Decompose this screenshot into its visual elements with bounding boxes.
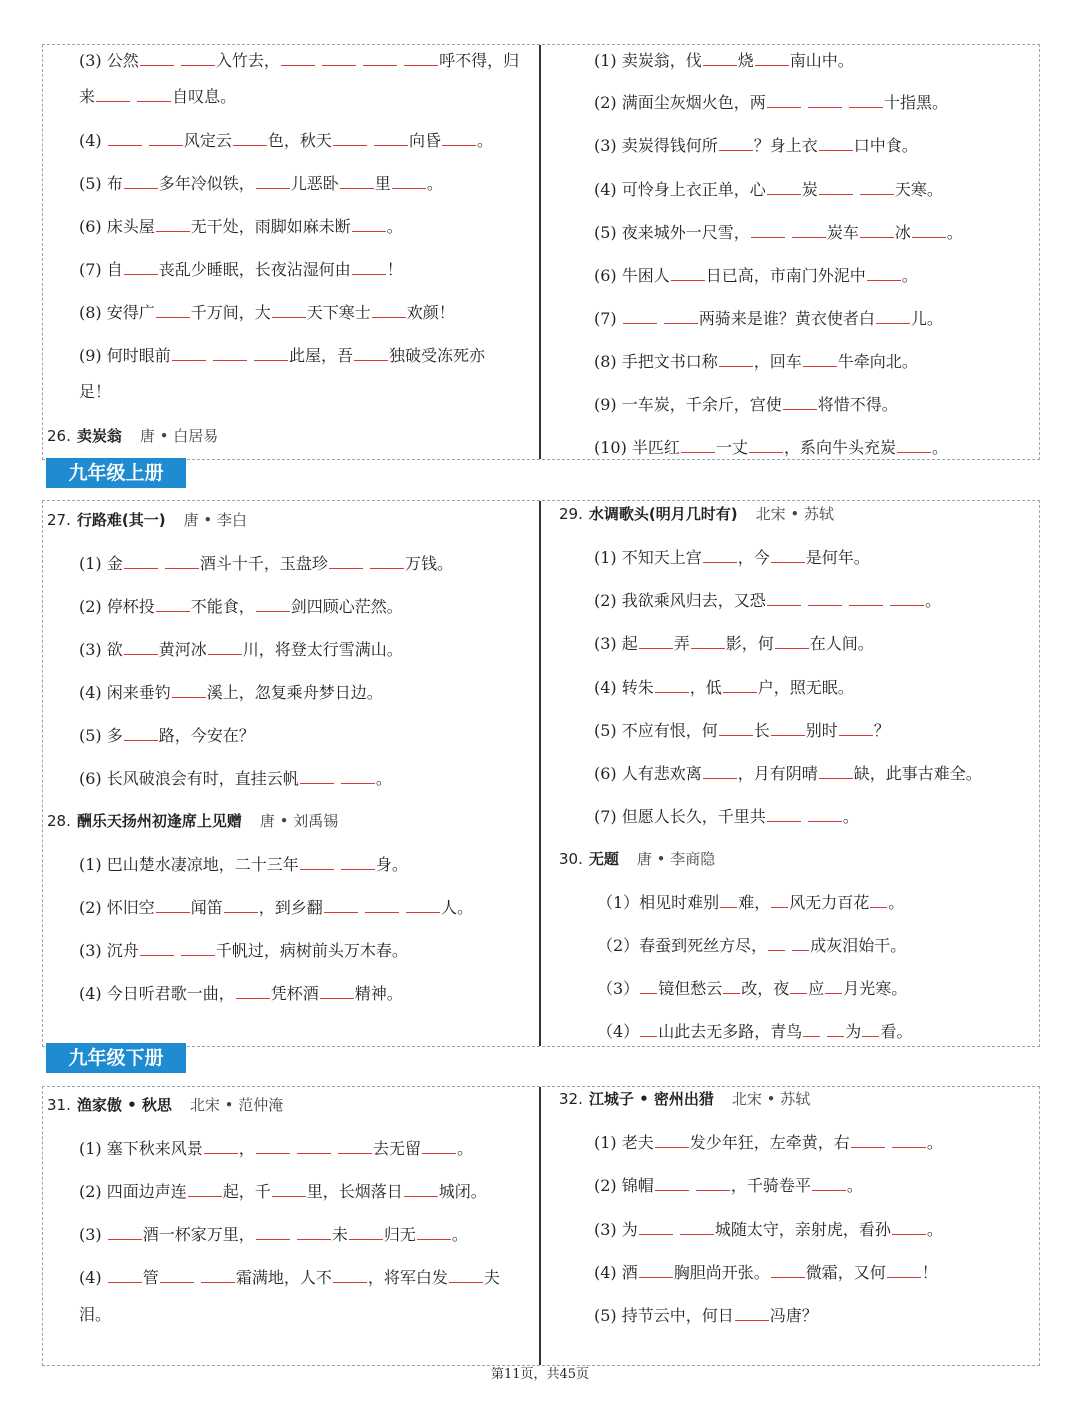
fill-blank[interactable]	[767, 589, 801, 606]
fill-blank[interactable]	[372, 301, 406, 318]
blank-line: (2) 锦帽 ，千骑卷平 。	[594, 1176, 863, 1195]
fill-blank[interactable]	[892, 1131, 926, 1148]
fill-blank[interactable]	[297, 1137, 331, 1154]
fill-blank[interactable]	[224, 896, 258, 913]
fill-blank[interactable]	[849, 91, 883, 108]
fill-blank[interactable]	[156, 595, 190, 612]
blank-line: (2) 四面边声连 起，千 里，长烟落日 城闭。	[79, 1182, 487, 1201]
fill-blank[interactable]	[124, 724, 158, 741]
fill-blank[interactable]	[156, 896, 190, 913]
left-column	[43, 45, 539, 459]
poem-author: 唐 • 李白	[183, 511, 247, 529]
fill-blank[interactable]	[671, 264, 705, 281]
blank-line: (2) 满面尘灰烟火色，两 十指黑。	[594, 93, 948, 112]
section-ninth-grade-lower	[42, 1086, 1040, 1366]
blank-line: (3) 欲 黄河冰 川，将登太行雪满山。	[79, 640, 403, 659]
poem-number: 32.	[559, 1090, 583, 1108]
fill-blank[interactable]	[768, 934, 785, 951]
fill-blank[interactable]	[108, 1223, 142, 1240]
fill-blank[interactable]	[256, 1137, 290, 1154]
fill-blank[interactable]	[349, 1223, 383, 1240]
fill-blank[interactable]	[442, 129, 476, 146]
blank-line: (4) 闲来垂钓 溪上，忽复乘舟梦日边。	[79, 683, 383, 702]
fill-blank[interactable]	[417, 1223, 451, 1240]
poem-author: 唐 • 刘禹锡	[259, 812, 339, 830]
blank-line: (3) 公然 入竹去， 呼不得，归	[79, 51, 520, 70]
left-column	[43, 501, 539, 1046]
fill-blank[interactable]	[767, 178, 801, 195]
fill-blank[interactable]	[449, 1266, 483, 1283]
blank-line: (4) 可怜身上衣正单，心 炭 天寒。	[594, 180, 943, 199]
fill-blank[interactable]	[201, 1266, 235, 1283]
poem-author: 北宋 • 苏轼	[755, 505, 834, 523]
blank-line: (5) 多 路，今安在？	[79, 726, 255, 745]
blank-line: (9) 何时眼前 此屋，吾 独破受冻死亦	[79, 346, 485, 365]
poem-title: 酬乐天扬州初逢席上见赠	[76, 812, 242, 830]
poem-author: 唐 • 白居易	[139, 427, 219, 445]
fill-blank[interactable]	[300, 853, 334, 870]
fill-blank[interactable]	[324, 896, 358, 913]
fill-blank[interactable]	[365, 896, 399, 913]
blank-line: (7) 自 丧乱少睡眠，长夜沾湿何由 ！	[79, 260, 403, 279]
fill-blank[interactable]	[691, 632, 725, 649]
poem-title: 渔家傲 • 秋思	[76, 1096, 172, 1114]
blank-line: (6) 长风破浪会有时，直挂云帆 。	[79, 769, 392, 788]
fill-blank[interactable]	[124, 172, 158, 189]
fill-blank[interactable]	[655, 1131, 689, 1148]
left-column	[43, 1087, 539, 1365]
fill-blank[interactable]	[680, 1218, 714, 1235]
blank-line: (5) 布 多年冷似铁， 儿恶卧 里 。	[79, 174, 443, 193]
poem-heading-30	[559, 848, 715, 870]
fill-blank[interactable]	[338, 1137, 372, 1154]
fill-blank[interactable]	[790, 977, 807, 994]
poem-title: 行路难(其一)	[76, 511, 166, 529]
fill-blank[interactable]	[352, 258, 386, 275]
fill-blank[interactable]	[256, 172, 290, 189]
fill-blank[interactable]	[803, 350, 837, 367]
fill-blank[interactable]	[623, 307, 657, 324]
blank-line: (1) 金 酒斗十千，玉盘珍 万钱。	[79, 554, 453, 573]
fill-blank[interactable]	[912, 221, 946, 238]
blank-line: (1) 塞下秋来风景 ， 去无留 。	[79, 1139, 473, 1158]
fill-blank[interactable]	[819, 762, 853, 779]
fill-blank[interactable]	[640, 1020, 657, 1037]
fill-blank[interactable]	[696, 1174, 730, 1191]
fill-blank[interactable]	[272, 301, 306, 318]
blank-line: (3) 卖炭得钱何所 ？身上衣 口中食。	[594, 136, 918, 155]
blank-line: (4) 转朱 ，低 户，照无眠。	[594, 678, 854, 697]
blank-line: (8) 安得广 千万间，大 天下寒士 欢颜！	[79, 303, 455, 322]
fill-blank[interactable]	[181, 939, 215, 956]
fill-blank[interactable]	[862, 1020, 879, 1037]
fill-blank[interactable]	[236, 982, 270, 999]
fill-blank[interactable]	[352, 215, 386, 232]
poem-title: 水调歌头(明月几时有)	[588, 505, 738, 523]
fill-blank[interactable]	[156, 215, 190, 232]
fill-blank[interactable]	[639, 1218, 673, 1235]
right-column	[539, 1087, 1039, 1365]
fill-blank[interactable]	[108, 129, 142, 146]
fill-blank[interactable]	[124, 552, 158, 569]
fill-blank[interactable]	[639, 1261, 673, 1278]
blank-line: (2) 怀旧空 闻笛 ，到乡翻 人。	[79, 898, 473, 917]
fill-blank[interactable]	[719, 719, 753, 736]
poem-heading-29	[559, 503, 834, 525]
fill-blank[interactable]	[140, 49, 174, 66]
fill-blank[interactable]	[860, 178, 894, 195]
poem-heading-32	[559, 1088, 810, 1110]
page-number: 第11页，共45页	[490, 1367, 590, 1382]
blank-line: 泪。	[79, 1305, 112, 1324]
blank-line: (5) 夜来城外一尺雪， 炭车 冰 。	[594, 223, 963, 242]
fill-blank[interactable]	[639, 632, 673, 649]
blank-line: (6) 人有悲欢离 ，月有阴晴 缺，此事古难全。	[594, 764, 982, 783]
blank-line: (4) 管 霜满地，人不 ，将军白发 夫	[79, 1268, 500, 1287]
fill-blank[interactable]	[887, 1261, 921, 1278]
blank-line: (1) 卖炭翁，伐 烧 南山中。	[594, 51, 854, 70]
blank-line: (10) 半匹红 一丈 ，系向牛头充炭 。	[594, 438, 948, 457]
poem-number: 26.	[47, 427, 71, 445]
poem-heading-27	[47, 509, 247, 531]
fill-blank[interactable]	[719, 350, 753, 367]
fill-blank[interactable]	[188, 1180, 222, 1197]
blank-line: (1) 不知天上宫 ，今 是何年。	[594, 548, 870, 567]
blank-line: (4) 今日听君歌一曲， 凭杯酒 精神。	[79, 984, 403, 1003]
fill-blank[interactable]	[719, 134, 753, 151]
fill-blank[interactable]	[329, 552, 363, 569]
poem-number: 28.	[47, 812, 71, 830]
fill-blank[interactable]	[664, 307, 698, 324]
blank-line: (3) 起 弄 影，何 在人间。	[594, 634, 874, 653]
fill-blank[interactable]	[723, 977, 740, 994]
fill-blank[interactable]	[771, 891, 788, 908]
fill-blank[interactable]	[213, 344, 247, 361]
fill-blank[interactable]	[333, 129, 367, 146]
poem-heading-26	[47, 425, 218, 447]
poem-heading-28	[47, 810, 338, 832]
grade-banner-nine-lower: 九年级下册	[46, 1043, 186, 1073]
blank-line: (1) 老夫 发少年狂，左牵黄，右 。	[594, 1133, 943, 1152]
fill-blank[interactable]	[703, 762, 737, 779]
fill-blank[interactable]	[803, 1020, 820, 1037]
fill-blank[interactable]	[363, 49, 397, 66]
blank-line: （4） 山此去无多路，青鸟 为 看。	[597, 1022, 913, 1041]
fill-blank[interactable]	[876, 307, 910, 324]
blank-line: (3) 酒一杯家万里， 未 归无 。	[79, 1225, 468, 1244]
blank-line: (6) 牛困人 日已高，市南门外泥中 。	[594, 266, 918, 285]
fill-blank[interactable]	[108, 1266, 142, 1283]
fill-blank[interactable]	[204, 1137, 238, 1154]
fill-blank[interactable]	[404, 1180, 438, 1197]
fill-blank[interactable]	[808, 805, 842, 822]
fill-blank[interactable]	[254, 344, 288, 361]
fill-blank[interactable]	[825, 977, 842, 994]
poem-number: 31.	[47, 1096, 71, 1114]
fill-blank[interactable]	[771, 1261, 805, 1278]
fill-blank[interactable]	[374, 129, 408, 146]
fill-blank[interactable]	[165, 552, 199, 569]
poem-number: 27.	[47, 511, 71, 529]
fill-blank[interactable]	[340, 172, 374, 189]
fill-blank[interactable]	[681, 436, 715, 453]
fill-blank[interactable]	[208, 638, 242, 655]
fill-blank[interactable]	[767, 805, 801, 822]
right-column	[539, 45, 1039, 459]
fill-blank[interactable]	[281, 49, 315, 66]
fill-blank[interactable]	[422, 1137, 456, 1154]
fill-blank[interactable]	[860, 221, 894, 238]
fill-blank[interactable]	[233, 129, 267, 146]
fill-blank[interactable]	[655, 676, 689, 693]
fill-blank[interactable]	[181, 49, 215, 66]
fill-blank[interactable]	[849, 589, 883, 606]
poem-title: 江城子 • 密州出猎	[588, 1090, 714, 1108]
fill-blank[interactable]	[300, 767, 334, 784]
section-eighth-grade-continued	[42, 44, 1040, 460]
fill-blank[interactable]	[404, 49, 438, 66]
fill-blank[interactable]	[851, 1131, 885, 1148]
fill-blank[interactable]	[870, 891, 887, 908]
fill-blank[interactable]	[867, 264, 901, 281]
fill-blank[interactable]	[640, 977, 657, 994]
blank-line: (6) 床头屋 无干处，雨脚如麻未断 。	[79, 217, 403, 236]
poem-number: 29.	[559, 505, 583, 523]
fill-blank[interactable]	[341, 853, 375, 870]
fill-blank[interactable]	[320, 982, 354, 999]
poem-number: 30.	[559, 850, 583, 868]
fill-blank[interactable]	[720, 891, 737, 908]
poem-heading-31	[47, 1094, 283, 1116]
fill-blank[interactable]	[137, 85, 171, 102]
fill-blank[interactable]	[160, 1266, 194, 1283]
fill-blank[interactable]	[775, 632, 809, 649]
fill-blank[interactable]	[792, 934, 809, 951]
fill-blank[interactable]	[749, 436, 783, 453]
fill-blank[interactable]	[256, 1223, 290, 1240]
fill-blank[interactable]	[256, 595, 290, 612]
blank-line: (7) 但愿人长久，千里共 。	[594, 807, 859, 826]
blank-line: (5) 不应有恨，何 长 别时 ？	[594, 721, 890, 740]
poem-title: 卖炭翁	[76, 427, 122, 445]
blank-line: 足！	[79, 382, 112, 401]
fill-blank[interactable]	[819, 134, 853, 151]
fill-blank[interactable]	[406, 896, 440, 913]
fill-blank[interactable]	[892, 1218, 926, 1235]
fill-blank[interactable]	[839, 719, 873, 736]
fill-blank[interactable]	[755, 49, 789, 66]
fill-blank[interactable]	[341, 767, 375, 784]
fill-blank[interactable]	[370, 552, 404, 569]
fill-blank[interactable]	[792, 221, 826, 238]
blank-line: （3） 镜但愁云 改，夜 应 月光寒。	[597, 979, 908, 998]
fill-blank[interactable]	[172, 344, 206, 361]
right-column	[539, 501, 1039, 1046]
fill-blank[interactable]	[655, 1174, 689, 1191]
blank-line: (7) 两骑来是谁？黄衣使者白 儿。	[594, 309, 943, 328]
fill-blank[interactable]	[703, 546, 737, 563]
fill-blank[interactable]	[322, 49, 356, 66]
fill-blank[interactable]	[392, 172, 426, 189]
fill-blank[interactable]	[783, 393, 817, 410]
blank-line: (4) 风定云 色，秋天 向昏 。	[79, 131, 493, 150]
fill-blank[interactable]	[767, 91, 801, 108]
fill-blank[interactable]	[124, 258, 158, 275]
grade-banner-nine-upper: 九年级上册	[46, 458, 186, 488]
fill-blank[interactable]	[297, 1223, 331, 1240]
fill-blank[interactable]	[354, 344, 388, 361]
fill-blank[interactable]	[808, 589, 842, 606]
fill-blank[interactable]	[140, 939, 174, 956]
section-ninth-grade-upper	[42, 500, 1040, 1047]
fill-blank[interactable]	[819, 178, 853, 195]
blank-line: (2) 停杯投 不能食， 剑四顾心茫然。	[79, 597, 403, 616]
fill-blank[interactable]	[890, 589, 924, 606]
poem-title: 无题	[588, 850, 619, 868]
fill-blank[interactable]	[808, 91, 842, 108]
fill-blank[interactable]	[703, 49, 737, 66]
blank-line: (3) 沉舟 千帆过，病树前头万木春。	[79, 941, 408, 960]
fill-blank[interactable]	[172, 681, 206, 698]
fill-blank[interactable]	[812, 1174, 846, 1191]
fill-blank[interactable]	[96, 85, 130, 102]
fill-blank[interactable]	[333, 1266, 367, 1283]
fill-blank[interactable]	[723, 676, 757, 693]
fill-blank[interactable]	[156, 301, 190, 318]
blank-line: (5) 持节云中，何日 冯唐？	[594, 1306, 818, 1325]
blank-line: (8) 手把文书口称 ，回车 牛牵向北。	[594, 352, 918, 371]
fill-blank[interactable]	[735, 1304, 769, 1321]
blank-line: (4) 酒 胸胆尚开张。 微霜，又何 ！	[594, 1263, 938, 1282]
fill-blank[interactable]	[897, 436, 931, 453]
fill-blank[interactable]	[272, 1180, 306, 1197]
poem-author: 北宋 • 范仲淹	[189, 1096, 284, 1114]
blank-line: （2）春蚕到死丝方尽， 成灰泪始干。	[597, 936, 907, 955]
blank-line: (1) 巴山楚水凄凉地，二十三年 身。	[79, 855, 408, 874]
poem-author: 唐 • 李商隐	[636, 850, 716, 868]
fill-blank[interactable]	[771, 546, 805, 563]
blank-line: (2) 我欲乘风归去，又恐 。	[594, 591, 942, 610]
fill-blank[interactable]	[771, 719, 805, 736]
blank-line: (9) 一车炭，千余斤，宫使 将惜不得。	[594, 395, 898, 414]
fill-blank[interactable]	[149, 129, 183, 146]
blank-line: 来 自叹息。	[79, 87, 237, 106]
blank-line: (3) 为 城随太守，亲射虎，看孙 。	[594, 1220, 943, 1239]
poem-author: 北宋 • 苏轼	[731, 1090, 811, 1108]
fill-blank[interactable]	[751, 221, 785, 238]
fill-blank[interactable]	[124, 638, 158, 655]
fill-blank[interactable]	[827, 1020, 844, 1037]
blank-line: （1）相见时难别 难， 风无力百花 。	[597, 893, 905, 912]
